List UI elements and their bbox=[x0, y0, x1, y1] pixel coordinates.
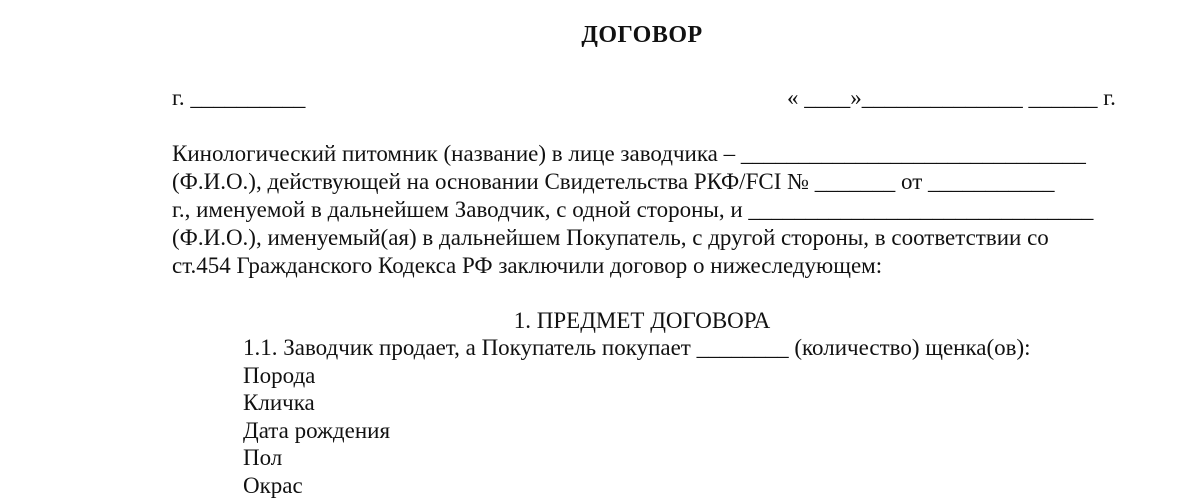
preamble-line: Кинологический питомник (название) в лице заводчика – ______________________________ bbox=[172, 141, 1086, 166]
field-color-label: Окрас bbox=[243, 473, 303, 498]
field-breed-label: Порода bbox=[243, 363, 316, 388]
preamble-line: ст.454 Гражданского Кодекса РФ заключили договор о нижеследующем: bbox=[172, 253, 883, 278]
preamble-line: (Ф.И.О.), действующей на основании Свидетельства РКФ/FCI № _______ от ___________ bbox=[172, 169, 1055, 194]
document-title: ДОГОВОР bbox=[581, 22, 703, 48]
date-field: « ____»______________ ______ г. bbox=[787, 85, 1116, 110]
preamble-line: г., именуемой в дальнейшем Заводчик, с одной стороны, и ______________________________ bbox=[172, 197, 1094, 222]
field-name-label: Кличка bbox=[243, 390, 315, 415]
city-field: г. __________ bbox=[172, 85, 306, 110]
section-heading: 1. ПРЕДМЕТ ДОГОВОРА bbox=[513, 308, 771, 333]
field-birthdate-label: Дата рождения bbox=[243, 418, 391, 443]
field-sex-label: Пол bbox=[243, 445, 283, 470]
preamble-line: (Ф.И.О.), именуемый(ая) в дальнейшем Покупатель, с другой стороны, в соответствии со bbox=[172, 225, 1049, 250]
clause-1-1: 1.1. Заводчик продает, а Покупатель покупает ________ (количество) щенка(ов): bbox=[243, 335, 1031, 360]
